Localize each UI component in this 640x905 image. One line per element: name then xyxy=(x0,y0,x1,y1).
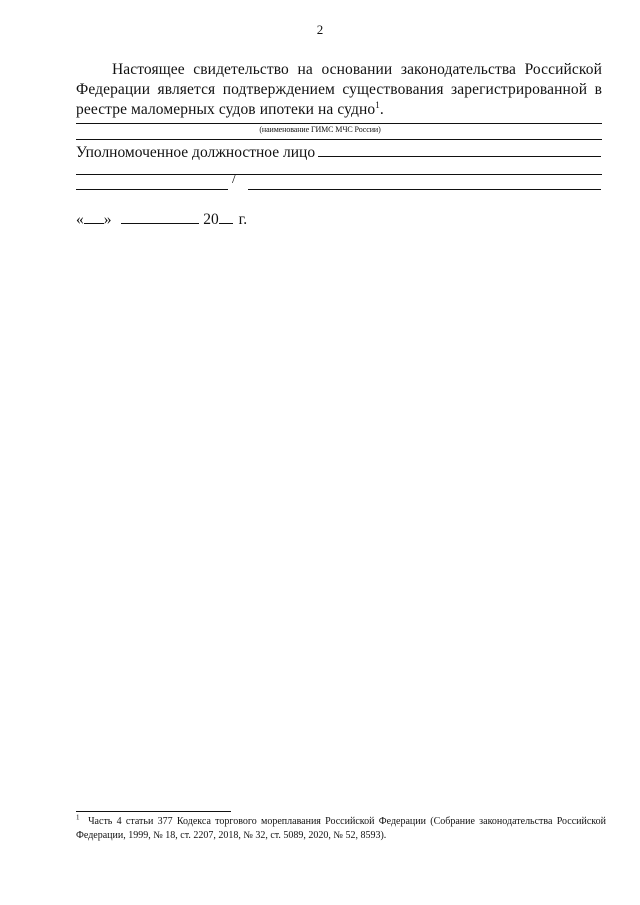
official-name-line-2 xyxy=(76,174,602,175)
signature-line xyxy=(76,189,228,190)
gims-name-line xyxy=(76,123,602,124)
gims-name-line-2 xyxy=(76,139,602,140)
year-prefix: 20 xyxy=(203,211,219,228)
year-blank xyxy=(219,209,233,224)
gims-name-caption: (наименование ГИМС МЧС России) xyxy=(259,125,381,134)
date-open-quote: « xyxy=(76,211,84,228)
footnote-text: Часть 4 статьи 377 Кодекса торгового мореплавания Российской Федерации (Собрание законодательства Российской Федерации, 1999, № 18, ст. 2207, 2018, № 32, ст. 5089, 2020, № 52, 8593). xyxy=(76,816,607,841)
paragraph-end: . xyxy=(379,101,384,118)
signature-name-line xyxy=(248,189,601,190)
date-line xyxy=(76,209,247,229)
year-suffix: г. xyxy=(238,211,248,228)
official-name-line xyxy=(318,156,601,157)
footnote-reference: 1 xyxy=(375,99,380,110)
day-blank xyxy=(84,209,104,224)
page-number: 2 xyxy=(316,22,324,37)
signature-separator: / xyxy=(232,172,236,187)
footnote-marker: 1 xyxy=(76,813,80,822)
certificate-paragraph xyxy=(76,60,602,120)
month-blank xyxy=(121,209,199,224)
footnote-separator xyxy=(76,811,231,812)
date-close-quote: » xyxy=(103,211,112,228)
paragraph-text: Настоящее свидетельство на основании законодательства Российской Федерации является подтверждением существования зарегистрированной в реестре маломерных судов ипотеки на судно xyxy=(76,61,602,118)
footnote xyxy=(76,815,606,843)
official-label: Уполномоченное должностное лицо xyxy=(76,144,316,161)
